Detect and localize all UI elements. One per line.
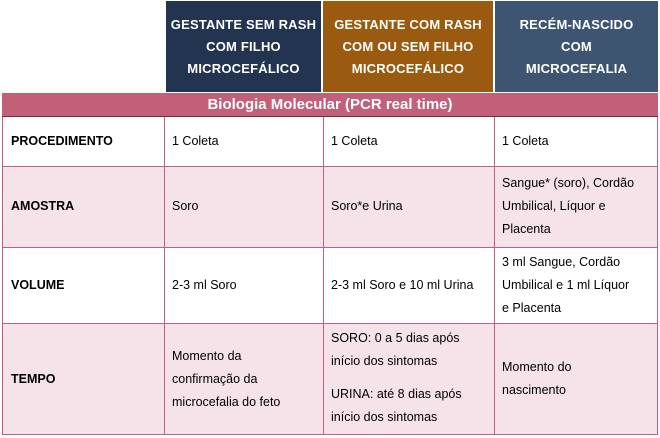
cell-procedimento-col1: 1 Coleta bbox=[172, 134, 219, 148]
cell-procedimento-col3: 1 Coleta bbox=[502, 134, 549, 148]
row-label-volume: VOLUME bbox=[11, 277, 65, 292]
grid-line bbox=[2, 117, 3, 435]
cell-volume-col2: 2-3 ml Soro e 10 ml Urina bbox=[331, 277, 474, 292]
cell-volume-col1: 2-3 ml Soro bbox=[172, 277, 237, 292]
grid-line bbox=[323, 117, 324, 435]
row-label-amostra: AMOSTRA bbox=[11, 199, 75, 213]
cell-amostra-col1: Soro bbox=[172, 199, 199, 213]
section-title: Biologia Molecular (PCR real time) bbox=[2, 93, 658, 116]
header-col-recem-nascido: RECÉM-NASCIDO COM MICROCEFALIA bbox=[495, 1, 658, 92]
grid-line bbox=[164, 117, 165, 435]
cell-procedimento-col2: 1 Coleta bbox=[331, 134, 378, 148]
cell-tempo-col2-soro: SORO: 0 a 5 dias após início dos sintomas bbox=[331, 331, 460, 368]
cell-volume-col3: 3 ml Sangue, Cordão Umbilical e 1 ml Líquor e Placenta bbox=[502, 254, 630, 315]
grid-line bbox=[657, 117, 658, 435]
cell-amostra-col3: Sangue* (soro), Cordão Umbilical, Líquor e Placenta bbox=[502, 176, 635, 236]
cell-tempo-col3: Momento do nascimento bbox=[502, 360, 572, 397]
row-label-procedimento: PROCEDIMENTO bbox=[11, 134, 113, 148]
row-label-tempo: TEMPO bbox=[11, 371, 56, 386]
cell-tempo-col2-urina: URINA: até 8 dias após início dos sintomas bbox=[331, 387, 462, 424]
header-col-gestante-com-rash: GESTANTE COM RASH COM OU SEM FILHO MICROCEFÁLICO bbox=[323, 1, 493, 92]
cell-amostra-col2: Soro*e Urina bbox=[331, 199, 403, 213]
header-col-gestante-sem-rash: GESTANTE SEM RASH COM FILHO MICROCEFÁLICO bbox=[166, 1, 321, 92]
grid-line bbox=[494, 117, 495, 435]
cell-tempo-col1: Momento da confirmação da microcefalia do feto bbox=[172, 348, 281, 409]
